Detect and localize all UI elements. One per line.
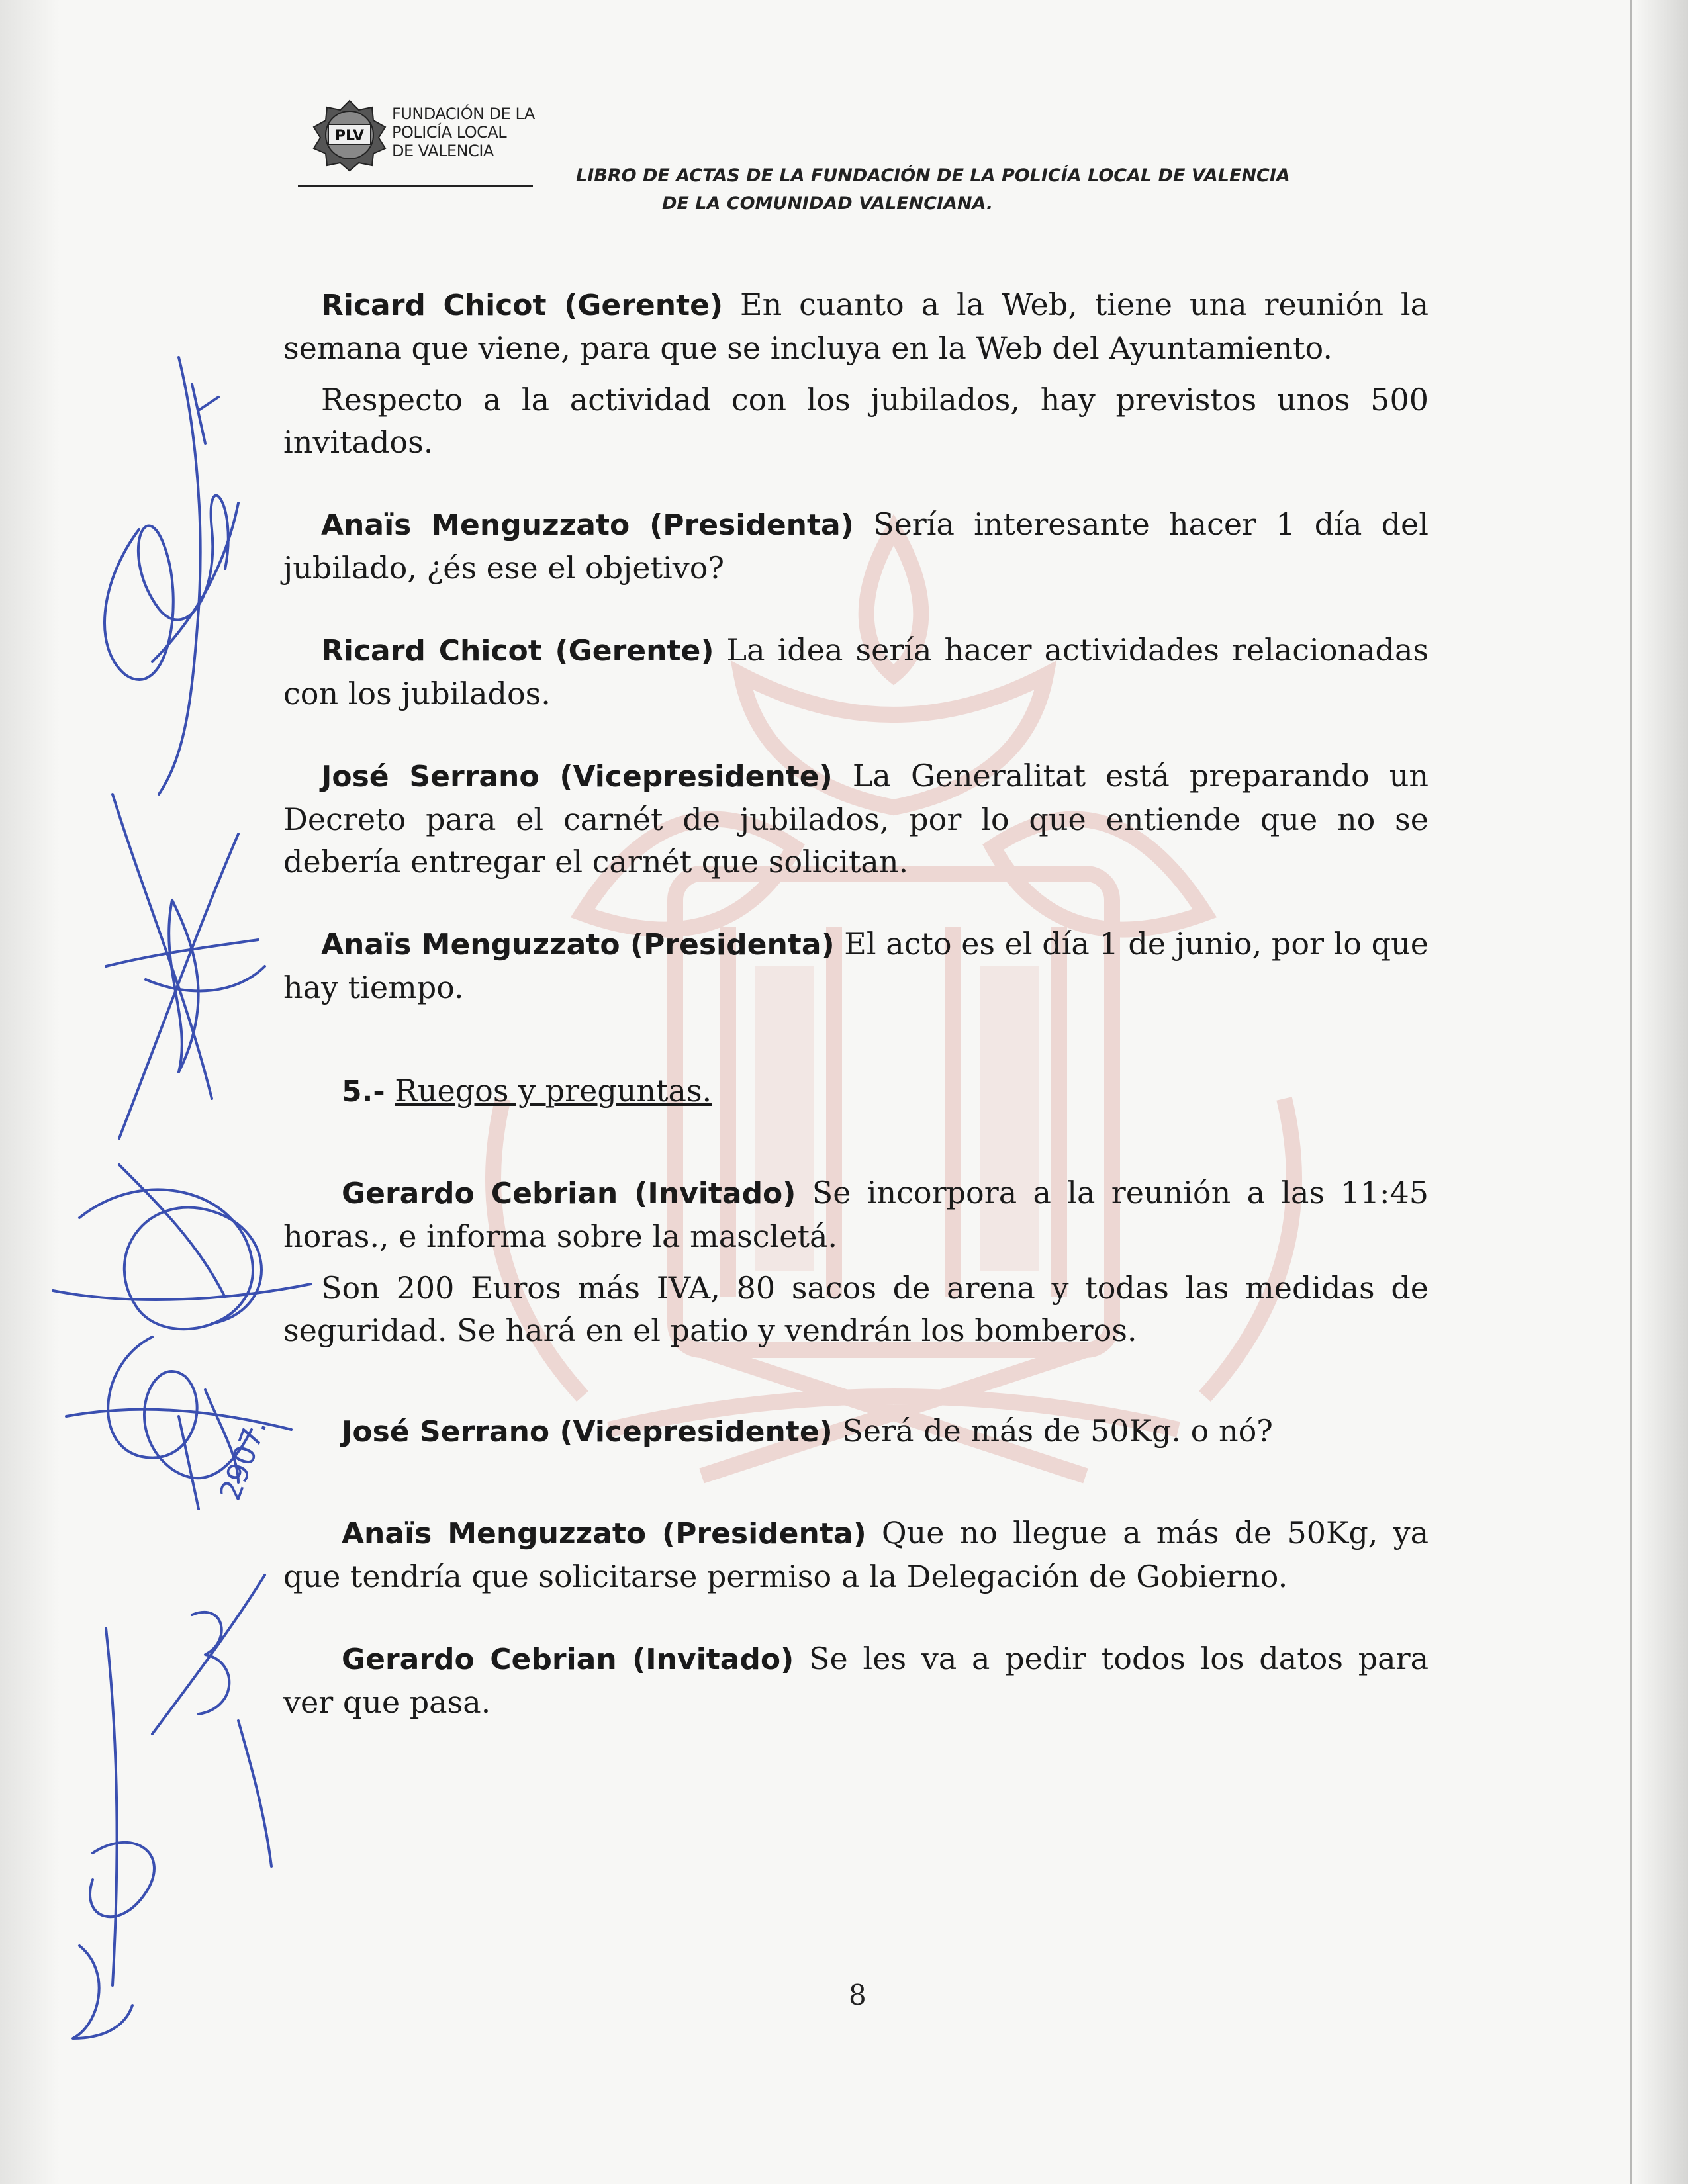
paragraph-text: La Generalitat está preparando un Decreto para el carnét de jubilados, por lo que entiende que no se debería entregar el carnét que solicitan.	[283, 758, 1429, 880]
paragraph	[283, 379, 1429, 463]
signature-stroke	[106, 940, 258, 966]
page-number: 8	[849, 1979, 867, 2011]
signature-stroke	[90, 1843, 154, 1917]
section-heading	[283, 1069, 1429, 1113]
logo-line: FUNDACIÓN DE LA	[392, 105, 535, 123]
paragraph-text: El acto es el día 1 de junio, por lo que hay tiempo.	[283, 926, 1429, 1005]
speaker-name: José Serrano (Vicepresidente)	[342, 1415, 833, 1449]
speaker-name: Anaïs Menguzzato (Presidenta)	[321, 928, 835, 962]
paragraph	[283, 503, 1429, 589]
header-rule	[298, 185, 533, 187]
signature-stroke	[119, 1165, 225, 1297]
signature-stroke	[53, 1284, 311, 1300]
paragraph-text: Se les va a pedir todos los datos para ver que pasa.	[283, 1641, 1429, 1720]
paragraph-text: Son 200 Euros más IVA, 80 sacos de arena y todas las medidas de seguridad. Se hará en el patio y vendrán los bomberos.	[283, 1270, 1429, 1348]
signature-stroke	[192, 384, 218, 443]
logo-line: POLICÍA LOCAL	[392, 123, 507, 142]
signature-stroke	[238, 1721, 271, 1866]
paragraph	[283, 1410, 1429, 1453]
paragraph-text: Se incorpora a la reunión a las 11:45 horas., e informa sobre la mascletá.	[283, 1175, 1429, 1254]
page-subtitle: DE LA COMUNIDAD VALENCIANA.	[662, 193, 994, 214]
speaker-name: Ricard Chicot (Gerente)	[321, 634, 714, 668]
paragraph-text: Que no llegue a más de 50Kg, ya que tendría que solicitarse permiso a la Delegación de Gobierno.	[283, 1515, 1429, 1594]
speaker-name: Gerardo Cebrian (Invitado)	[342, 1177, 796, 1210]
signature-stroke	[113, 794, 212, 1099]
foundation-logo	[310, 98, 535, 172]
section-number: 5.-	[342, 1075, 385, 1109]
logo-line: DE VALENCIA	[392, 142, 494, 160]
minutes-body	[283, 283, 1429, 1723]
speaker-name: Gerardo Cebrian (Invitado)	[342, 1643, 794, 1676]
paragraph	[283, 629, 1429, 715]
speaker-name: Anaïs Menguzzato (Presidenta)	[321, 508, 854, 542]
police-badge-icon	[310, 98, 389, 172]
speaker-name: José Serrano (Vicepresidente)	[321, 760, 833, 794]
signature-stroke	[79, 1189, 261, 1329]
paragraph-text: En cuanto a la Web, tiene una reunión la semana que viene, para que se incluya en la Web del Ayuntamiento.	[283, 287, 1429, 366]
speaker-name: Anaïs Menguzzato (Presidenta)	[342, 1517, 867, 1551]
signature-stroke	[169, 900, 198, 1072]
section-title: Ruegos y preguntas.	[395, 1073, 712, 1109]
signature-stroke	[105, 496, 228, 680]
paragraph-text: Será de más de 50Kg. o nó?	[832, 1413, 1273, 1449]
scan-edge-right	[1635, 0, 1688, 2184]
signature-stroke	[159, 357, 201, 794]
signature-stroke	[192, 1612, 229, 1714]
paragraph-text: Respecto a la actividad con los jubilados, hay previstos unos 500 invitados.	[283, 382, 1429, 460]
signature-stroke	[119, 834, 238, 1138]
paragraph	[283, 923, 1429, 1009]
speaker-name: Ricard Chicot (Gerente)	[321, 289, 724, 322]
page-title: LIBRO DE ACTAS DE LA FUNDACIÓN DE LA POLICÍA LOCAL DE VALENCIA	[576, 165, 1290, 186]
paragraph	[283, 1171, 1429, 1257]
margin-signatures	[40, 331, 318, 2065]
signature-stroke	[106, 1628, 117, 1985]
scan-line	[1630, 0, 1632, 2184]
signature-stroke	[73, 1946, 132, 2038]
logo-text	[392, 105, 535, 160]
paragraph	[283, 1512, 1429, 1598]
paragraph	[283, 1637, 1429, 1723]
paragraph	[283, 754, 1429, 883]
paragraph-text: Sería interesante hacer 1 día del jubilado, ¿és ese el objetivo?	[283, 506, 1429, 586]
logo-emblem-text: PLV	[334, 128, 365, 144]
paragraph	[283, 283, 1429, 369]
signature-stroke	[146, 966, 265, 991]
margin-note: 2907.	[213, 1414, 274, 1505]
paragraph	[283, 1267, 1429, 1351]
paragraph-text: La idea sería hacer actividades relacionadas con los jubilados.	[283, 632, 1429, 711]
